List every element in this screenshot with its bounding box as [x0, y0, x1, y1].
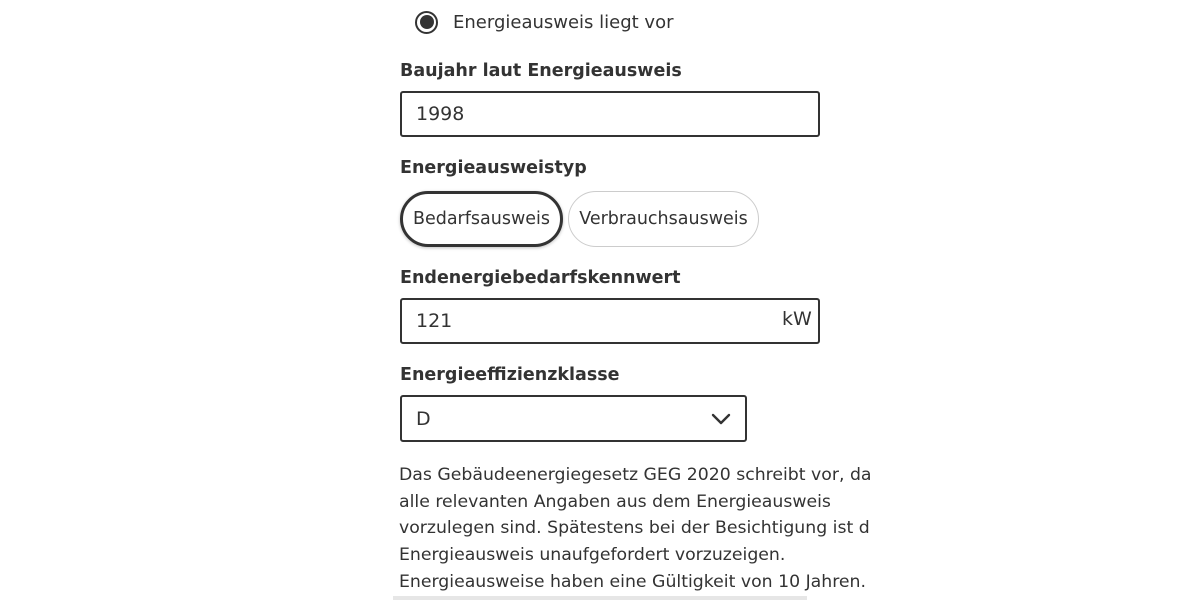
demand-input-value: 121 — [416, 310, 453, 332]
type-option-label: Bedarfsausweis — [412, 209, 551, 229]
info-line: Energieausweis unaufgefordert vorzuzeigen. — [399, 545, 786, 566]
class-select-value: D — [416, 407, 431, 430]
type-option-label: Verbrauchsausweis — [579, 209, 748, 229]
class-label: Energieeffizienzklasse — [400, 365, 620, 385]
radio-button[interactable] — [415, 11, 438, 34]
info-line: Das Gebäudeenergiegesetz GEG 2020 schreibt vor, da — [399, 465, 872, 485]
year-input[interactable] — [400, 91, 820, 137]
info-line: alle relevanten Angaben aus dem Energieausweis — [399, 491, 831, 512]
demand-input[interactable] — [400, 298, 820, 344]
year-input-value: 1998 — [416, 103, 465, 125]
info-line: vorzulegen sind. Spätestens bei der Besichtigung ist d — [399, 518, 870, 539]
radio-label: Energieausweis liegt vor — [453, 11, 674, 33]
demand-label: Endenergiebedarfskennwert — [400, 268, 681, 288]
bottom-divider — [393, 596, 807, 600]
info-line: Energieausweise haben eine Gültigkeit von 10 Jahren. — [399, 571, 867, 592]
class-select[interactable] — [400, 395, 747, 442]
type-label: Energieausweistyp — [400, 158, 587, 178]
geg-info-text — [399, 462, 879, 596]
chevron-down-icon — [711, 409, 731, 429]
certificate-available-radio[interactable] — [415, 8, 674, 36]
type-option-bedarfsausweis[interactable] — [400, 191, 563, 247]
type-option-verbrauchsausweis[interactable] — [568, 191, 759, 247]
demand-unit: kW — [782, 308, 812, 330]
radio-checked-dot — [420, 15, 434, 29]
year-label: Baujahr laut Energieausweis — [400, 61, 682, 81]
